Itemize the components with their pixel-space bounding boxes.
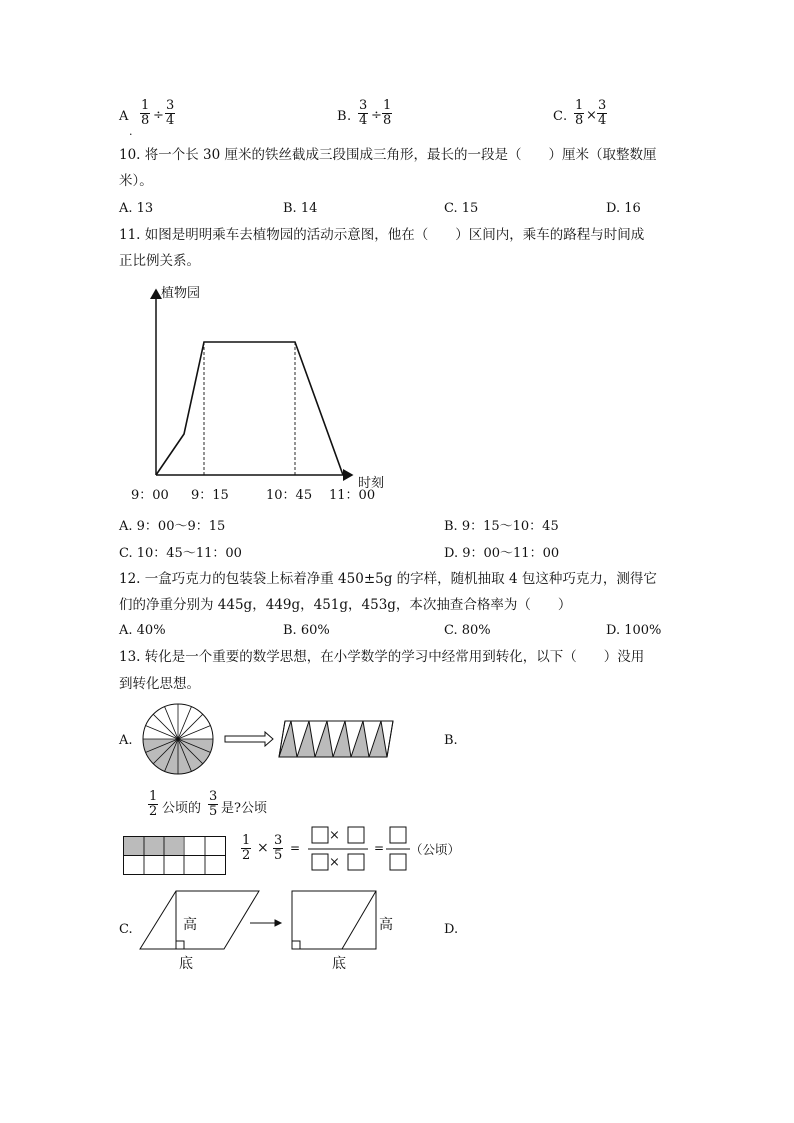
q11-tick-915: 9：15 — [191, 488, 229, 503]
q11-option-d: D. 9：00～11：00 — [444, 546, 560, 561]
q13-line-1: 13. 转化是一个重要的数学思想，在小学数学的学习中经常用到转化，以下（ ）没用 — [119, 649, 645, 665]
q10-option-d: D. 16 — [606, 201, 641, 216]
q10-option-b: B. 14 — [283, 201, 318, 216]
b-eq-times-bottom: × — [329, 855, 340, 870]
b-eq-times-top: × — [329, 828, 340, 843]
q11-distance-time-graph — [120, 278, 400, 503]
q9-a-operator: ÷ — [153, 108, 164, 123]
q10-line-1: 10. 将一个长 30 厘米的铁丝截成三段围成三角形，最长的一段是（ ）厘米（取整数厘 — [119, 147, 657, 163]
q13-line-2: 到转化思想。 — [119, 676, 200, 692]
c-left-base-label: 底 — [179, 956, 193, 972]
b-problem-fraction-1: $\frac{1}{2}$ — [149, 789, 158, 819]
b-problem-fraction-2: $\frac{3}{5}$ — [209, 789, 218, 819]
q9-option-c-sep: . — [563, 109, 568, 124]
q11-x-axis-label: 时刻 — [358, 476, 385, 491]
q9-c-fraction-1: $\frac{1}{8}$ — [575, 98, 584, 128]
q11-option-a: A. 9：00～9：15 — [119, 519, 226, 534]
right-arrow — [250, 920, 281, 926]
q12-option-d: D. 100% — [606, 623, 662, 638]
approx-parallelogram — [279, 721, 393, 757]
q11-line-2: 正比例关系。 — [119, 253, 200, 269]
b-eq-fraction-2: $\frac{3}{5}$ — [274, 833, 283, 863]
b-problem-text-2: 是?公顷 — [221, 801, 267, 816]
q9-b-fraction-2: $\frac{1}{8}$ — [383, 98, 392, 128]
c-left-height-label: 高 — [183, 917, 197, 933]
transform-arrow — [225, 732, 273, 746]
q11-y-axis-label: 植物园 — [161, 286, 201, 301]
q12-line-2: 们的净重分别为 445g，449g，451g，453g，本次抽查合格率为（ ） — [119, 597, 572, 613]
q13-b-grid-figure — [123, 836, 231, 876]
q11-option-c: C. 10：45～11：00 — [119, 546, 242, 561]
q9-option-a-sep: . — [129, 125, 133, 138]
b-eq-blank-fraction-boxes — [306, 826, 412, 872]
q12-option-a: A. 40% — [119, 623, 166, 638]
q12-option-c: C. 80% — [444, 623, 491, 638]
q10-option-c: C. 15 — [444, 201, 479, 216]
q9-option-a-letter: A — [119, 109, 129, 124]
travel-path — [156, 342, 343, 475]
q10-option-a: A. 13 — [119, 201, 154, 216]
c-right-height-label: 高 — [379, 917, 393, 933]
q13-option-b-letter: B. — [444, 733, 458, 748]
q11-option-b: B. 9：15～10：45 — [444, 519, 559, 534]
divided-circle — [143, 704, 213, 774]
c-right-base-label: 底 — [332, 956, 346, 972]
q11-line-1: 11. 如图是明明乘车去植物园的活动示意图，他在（ ）区间内，乘车的路程与时间成 — [119, 227, 645, 243]
b-eq-unit: （公顷） — [410, 842, 461, 857]
b-eq-fraction-1: $\frac{1}{2}$ — [242, 833, 251, 863]
q11-tick-900: 9：00 — [131, 488, 169, 503]
q11-tick-1045: 10：45 — [266, 488, 313, 503]
q11-tick-1100: 11：00 — [329, 488, 376, 503]
b-eq-equals-1: = — [290, 841, 301, 855]
q9-a-fraction-1: $\frac{1}{8}$ — [141, 98, 150, 128]
q9-b-operator: ÷ — [371, 108, 382, 123]
b-eq-times: × — [257, 840, 269, 856]
q12-option-b: B. 60% — [283, 623, 330, 638]
parallelogram — [140, 891, 259, 949]
q9-c-fraction-2: $\frac{3}{4}$ — [598, 98, 607, 128]
q9-option-c-letter: C — [553, 109, 563, 124]
q13-option-a-letter: A. — [119, 733, 133, 748]
q13-a-circle-to-parallelogram-figure — [140, 700, 400, 780]
q9-a-fraction-2: $\frac{3}{4}$ — [166, 98, 175, 128]
b-eq-equals-2: = — [374, 841, 385, 855]
q9-option-b-letter: B — [337, 109, 347, 124]
q9-c-operator: × — [586, 108, 597, 123]
b-problem-text-1: 公顷的 — [162, 801, 202, 816]
q9-b-fraction-1: $\frac{3}{4}$ — [359, 98, 368, 128]
q13-c-parallelogram-to-rectangle-figure — [138, 888, 398, 952]
rectangle — [292, 891, 376, 949]
q13-option-c-letter: C. — [119, 922, 133, 937]
q13-option-d-letter: D. — [444, 922, 459, 937]
q10-line-2: 米）。 — [119, 173, 153, 189]
q9-option-b-sep: . — [347, 109, 352, 124]
q12-line-1: 12. 一盒巧克力的包装袋上标着净重 450±5g 的字样，随机抽取 4 包这种巧克力，测得它 — [119, 571, 657, 587]
